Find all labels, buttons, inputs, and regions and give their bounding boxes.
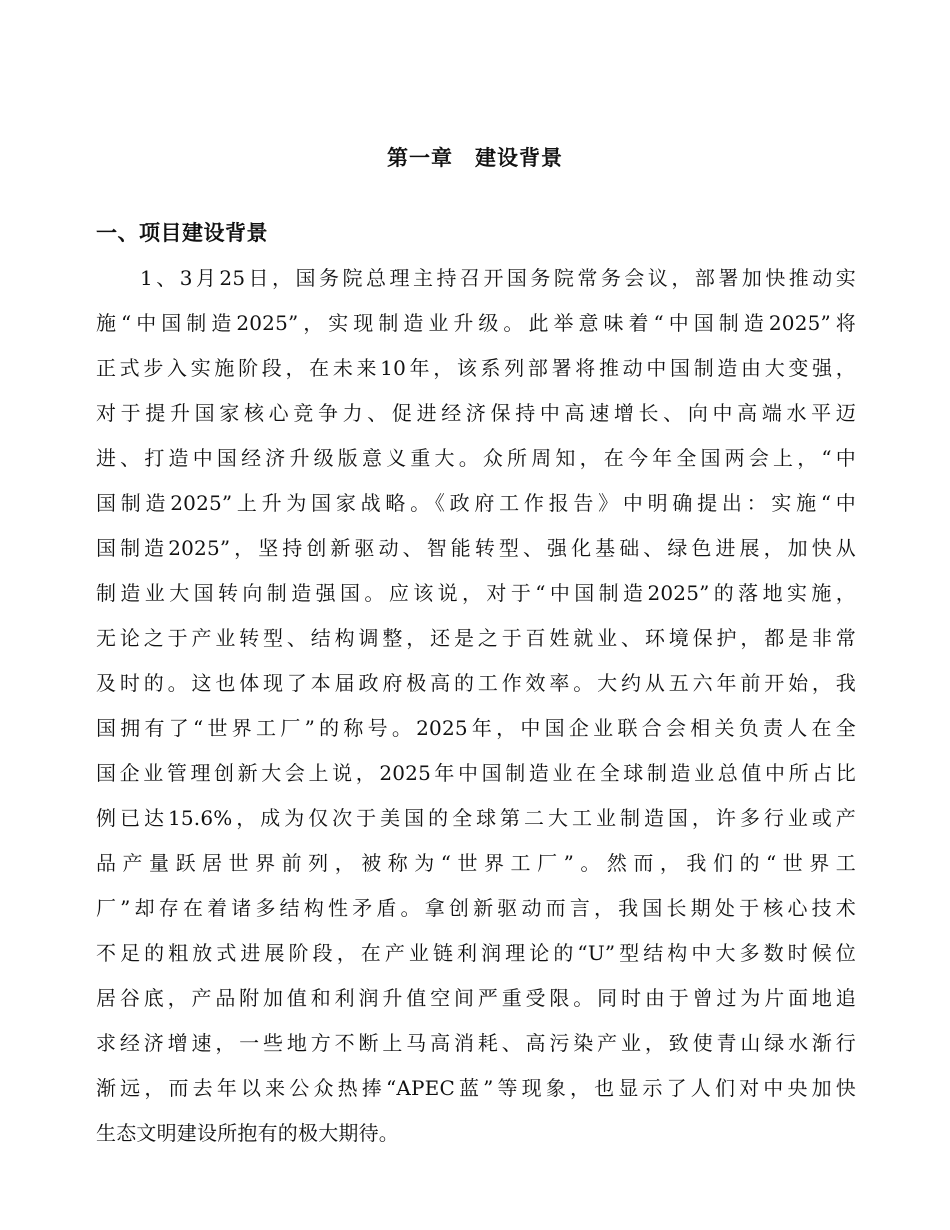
paragraph-line: 国企业管理创新大会上说，2025年中国制造业在全球制造业总值中所占比 <box>96 761 856 785</box>
section-heading: 一、项目建设背景 <box>96 220 268 245</box>
paragraph-line: 求经济增速，一些地方不断上马高消耗、高污染产业，致使青山绿水渐行 <box>96 1031 856 1055</box>
paragraph-line: 居谷底，产品附加值和利润升值空间严重受限。同时由于曾过为片面地追 <box>96 986 856 1010</box>
body-paragraph <box>96 256 856 1156</box>
paragraph-line: 国制造2025”，坚持创新驱动、智能转型、强化基础、绿色进展，加快从 <box>96 536 856 560</box>
paragraph-line: 1、3月25日，国务院总理主持召开国务院常务会议，部署加快推动实 <box>140 266 856 290</box>
paragraph-line: 正式步入实施阶段，在未来10年，该系列部署将推动中国制造由大变强， <box>96 356 856 380</box>
chapter-title: 第一章 建设背景 <box>387 145 563 170</box>
paragraph-line: 例已达15.6%，成为仅次于美国的全球第二大工业制造国，许多行业或产 <box>96 806 856 830</box>
paragraph-line: 及时的。这也体现了本届政府极高的工作效率。大约从五六年前开始，我 <box>96 671 856 695</box>
paragraph-line: 生态文明建设所抱有的极大期待。 <box>96 1121 399 1145</box>
paragraph-line: 国拥有了“世界工厂”的称号。2025年，中国企业联合会相关负责人在全 <box>96 716 856 740</box>
paragraph-line: 品产量跃居世界前列，被称为“世界工厂”。然而，我们的“世界工 <box>96 851 856 875</box>
paragraph-line: 厂”却存在着诸多结构性矛盾。拿创新驱动而言，我国长期处于核心技术 <box>96 896 856 920</box>
paragraph-line: 国制造2025”上升为国家战略。《政府工作报告》中明确提出：实施“中 <box>96 491 856 515</box>
paragraph-line: 对于提升国家核心竞争力、促进经济保持中高速增长、向中高端水平迈 <box>96 401 856 425</box>
paragraph-line: 施“中国制造2025”，实现制造业升级。此举意味着“中国制造2025”将 <box>96 311 856 335</box>
paragraph-line: 不足的粗放式进展阶段，在产业链利润理论的“U”型结构中大多数时候位 <box>96 941 856 965</box>
paragraph-line: 制造业大国转向制造强国。应该说，对于“中国制造2025”的落地实施， <box>96 581 856 605</box>
paragraph-line: 无论之于产业转型、结构调整，还是之于百姓就业、环境保护，都是非常 <box>96 626 856 650</box>
paragraph-line: 渐远，而去年以来公众热捧“APEC蓝”等现象，也显示了人们对中央加快 <box>96 1076 856 1100</box>
paragraph-line: 进、打造中国经济升级版意义重大。众所周知，在今年全国两会上，“中 <box>96 446 856 470</box>
